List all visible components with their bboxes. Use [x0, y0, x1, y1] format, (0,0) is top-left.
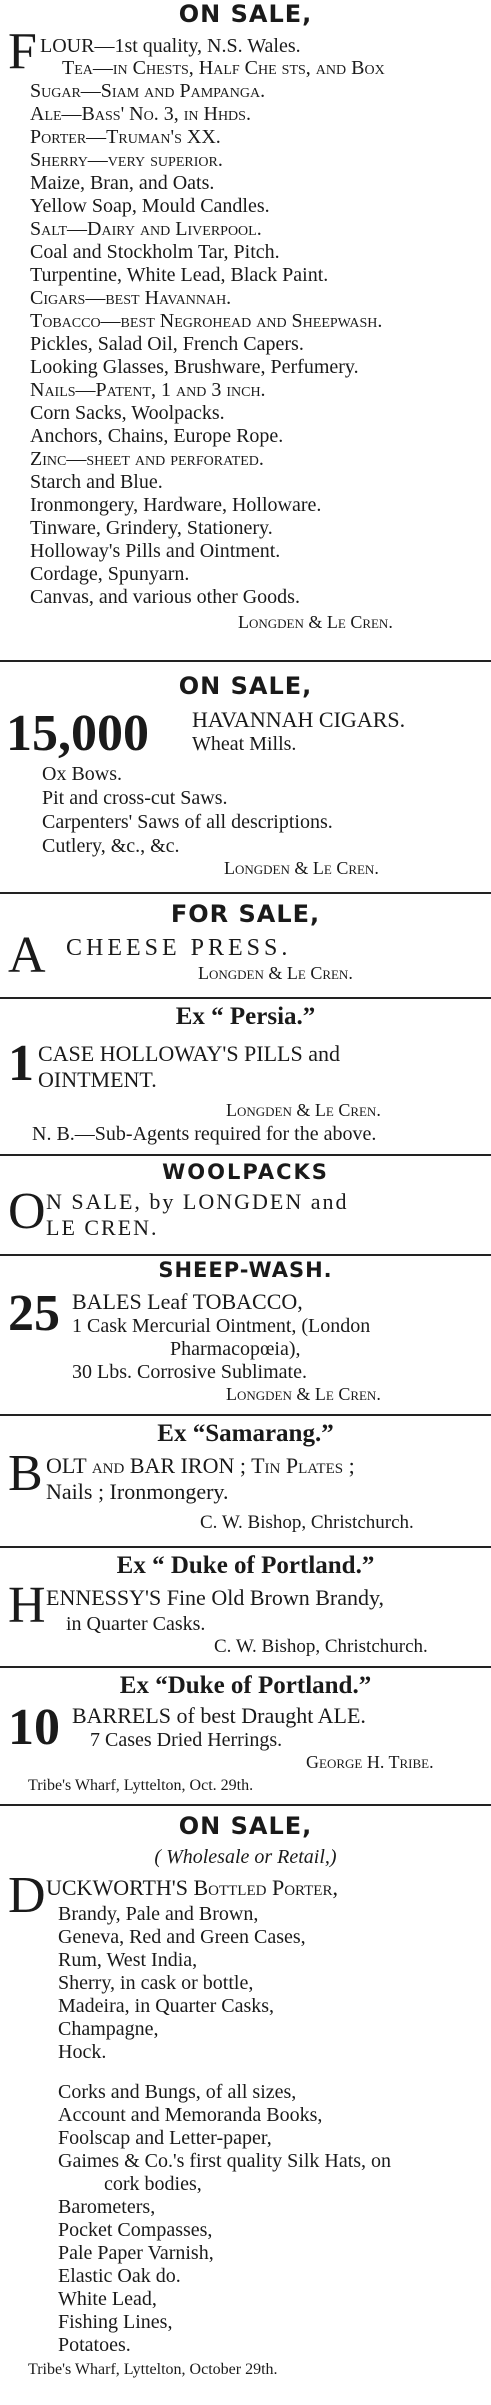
ad-line: Pharmacopœia), [170, 1338, 301, 1360]
divider-rule [0, 1666, 491, 1668]
divider-rule [0, 1546, 491, 1548]
ad-line: HAVANNAH CIGARS. [192, 707, 406, 732]
ad-line: Corks and Bungs, of all sizes, [58, 2081, 297, 2103]
ad-line: CHEESE PRESS. [66, 935, 292, 961]
ad-line: 30 Lbs. Corrosive Sublimate. [72, 1361, 307, 1383]
ad-line: 1 Cask Mercurial Ointment, (London [72, 1315, 371, 1337]
ad-line: cork bodies, [104, 2173, 202, 2195]
ad-line: Carpenters' Saws of all descriptions. [42, 811, 333, 833]
ad-line: Cutlery, &c., &c. [42, 835, 180, 857]
ad-line: Pocket Compasses, [58, 2219, 213, 2241]
ad-line: Brandy, Pale and Brown, [58, 1903, 259, 1925]
advertiser-signature: Longden & Le Cren. [198, 963, 353, 983]
ad-heading: SHEEP-WASH. [158, 1258, 333, 1282]
ad-line: Pit and cross-cut Saws. [42, 787, 228, 809]
dropcap-letter: D [8, 1867, 46, 1924]
divider-rule [0, 1254, 491, 1256]
ad-line: Cordage, Spunyarn. [30, 563, 190, 585]
ad-line: BALES Leaf TOBACCO, [72, 1289, 303, 1314]
ad-line: Looking Glasses, Brushware, Perfumery. [30, 356, 359, 378]
ad-heading: FOR SALE, [170, 900, 321, 928]
ad-subheading: ( Wholesale or Retail,) [154, 1846, 337, 1868]
dropcap-letter: A [8, 927, 46, 984]
advertiser-signature: Longden & Le Cren. [224, 858, 379, 878]
ad-line: OINTMENT. [38, 1067, 157, 1092]
ad-line: Geneva, Red and Green Cases, [58, 1926, 306, 1948]
ad-line: Foolscap and Letter-paper, [58, 2127, 272, 2149]
ad-line: Turpentine, White Lead, Black Paint. [30, 264, 329, 286]
ad-line: Potatoes. [58, 2334, 131, 2356]
ad-line: White Lead, [58, 2288, 157, 2310]
ad-line: Coal and Stockholm Tar, Pitch. [30, 241, 280, 263]
ad-line: CASE HOLLOWAY'S PILLS and [38, 1041, 340, 1066]
ad-line: Champagne, [58, 2018, 159, 2040]
ad-line: Wheat Mills. [192, 733, 297, 755]
ad-line: Corn Sacks, Woolpacks. [30, 402, 225, 424]
ad-line: Tinware, Grindery, Stationery. [30, 517, 273, 539]
ad-line: Madeira, in Quarter Casks, [58, 1995, 275, 2017]
ad-line: ENNESSY'S Fine Old Brown Brandy, [46, 1585, 385, 1610]
ad-line: Cigars—best Havannah. [30, 287, 232, 309]
ad-line: Pale Paper Varnish, [58, 2242, 214, 2264]
ad-line: Salt—Dairy and Liverpool. [30, 218, 262, 240]
ad-heading: WOOLPACKS [162, 1160, 329, 1184]
ad-line: Yellow Soap, Mould Candles. [30, 195, 270, 217]
divider-rule [0, 1414, 491, 1416]
dropcap-letter: H [8, 1577, 46, 1634]
ad-heading: ON SALE, [178, 672, 313, 700]
advertiser-signature: C. W. Bishop, Christchurch. [214, 1636, 428, 1657]
divider-rule [0, 997, 491, 999]
ad-line: Pickles, Salad Oil, French Capers. [30, 333, 304, 355]
advertiser-signature: George H. Tribe. [306, 1752, 434, 1772]
advertiser-signature: Longden & Le Cren. [226, 1384, 381, 1404]
ad-line: in Quarter Casks. [66, 1613, 206, 1635]
ad-line: LE CREN. [46, 1215, 159, 1240]
dropcap-letter: F [8, 23, 37, 80]
ad-line: Nails—Patent, 1 and 3 inch. [30, 379, 266, 401]
ad-line: Gaimes & Co.'s first quality Silk Hats, on [58, 2150, 392, 2172]
ad-heading: Ex “Duke of Portland.” [119, 1672, 372, 1699]
big-quantity: 10 [8, 1699, 60, 1756]
ad-line: Holloway's Pills and Ointment. [30, 540, 281, 562]
ad-line: Tea—in Chests, Half Che sts, and Box [62, 57, 385, 79]
divider-rule [0, 1804, 491, 1806]
ad-line: Hock. [58, 2041, 107, 2063]
ad-footer: Tribe's Wharf, Lyttelton, October 29th. [28, 2361, 278, 2378]
ad-footer: Tribe's Wharf, Lyttelton, Oct. 29th. [28, 1777, 254, 1794]
divider-rule [0, 1154, 491, 1156]
ad-line: Sugar—Siam and Pampanga. [30, 80, 266, 102]
big-quantity: 25 [8, 1285, 60, 1342]
big-quantity: 15,000 [6, 705, 149, 762]
ad-line: Fishing Lines, [58, 2311, 173, 2333]
ad-line: Anchors, Chains, Europe Rope. [30, 425, 284, 447]
ad-line: Maize, Bran, and Oats. [30, 172, 215, 194]
ad-heading: ON SALE, [178, 0, 313, 28]
dropcap-letter: O [8, 1183, 46, 1240]
ad-line: Starch and Blue. [30, 471, 163, 493]
advertiser-signature: C. W. Bishop, Christchurch. [200, 1512, 414, 1533]
big-quantity: 1 [8, 1035, 34, 1092]
ad-heading: Ex “ Persia.” [175, 1003, 316, 1030]
ad-line: Account and Memoranda Books, [58, 2104, 323, 2126]
ad-line: Rum, West India, [58, 1949, 198, 1971]
divider-rule [0, 660, 491, 662]
ad-line: Elastic Oak do. [58, 2265, 181, 2287]
ad-line: Ironmongery, Hardware, Holloware. [30, 494, 322, 516]
ad-line: Barometers, [58, 2196, 156, 2218]
ad-line: Zinc—sheet and perforated. [30, 448, 264, 470]
advertiser-signature: Longden & Le Cren. [238, 612, 393, 632]
ad-line: Sherry—very superior. [30, 149, 223, 171]
ad-heading: Ex “Samarang.” [157, 1420, 334, 1447]
ad-line: 7 Cases Dried Herrings. [90, 1729, 283, 1751]
ad-line: UCKWORTH'S Bottled Porter, [46, 1875, 338, 1900]
ad-line: Tobacco—best Negrohead and Sheepwash. [30, 310, 383, 332]
advertiser-signature: Longden & Le Cren. [226, 1100, 381, 1120]
ad-line: LOUR—1st quality, N.S. Wales. [40, 35, 301, 57]
ad-line: BARRELS of best Draught ALE. [72, 1703, 366, 1728]
ad-line: OLT and BAR IRON ; Tin Plates ; [46, 1453, 355, 1478]
ad-line: N SALE, by LONGDEN and [46, 1189, 349, 1214]
ad-heading: ON SALE, [178, 1812, 313, 1840]
ad-line: Canvas, and various other Goods. [30, 586, 300, 608]
ad-line: Porter—Truman's XX. [30, 126, 221, 148]
ad-line: Nails ; Ironmongery. [46, 1479, 229, 1504]
dropcap-letter: B [8, 1445, 43, 1502]
ad-line: Ox Bows. [42, 763, 123, 785]
ad-line: Ale—Bass' No. 3, in Hhds. [30, 103, 251, 125]
ad-heading: Ex “ Duke of Portland.” [116, 1552, 375, 1579]
ad-line: Sherry, in cask or bottle, [58, 1972, 254, 1994]
divider-rule [0, 892, 491, 894]
ad-note: N. B.—Sub-Agents required for the above. [32, 1123, 377, 1145]
